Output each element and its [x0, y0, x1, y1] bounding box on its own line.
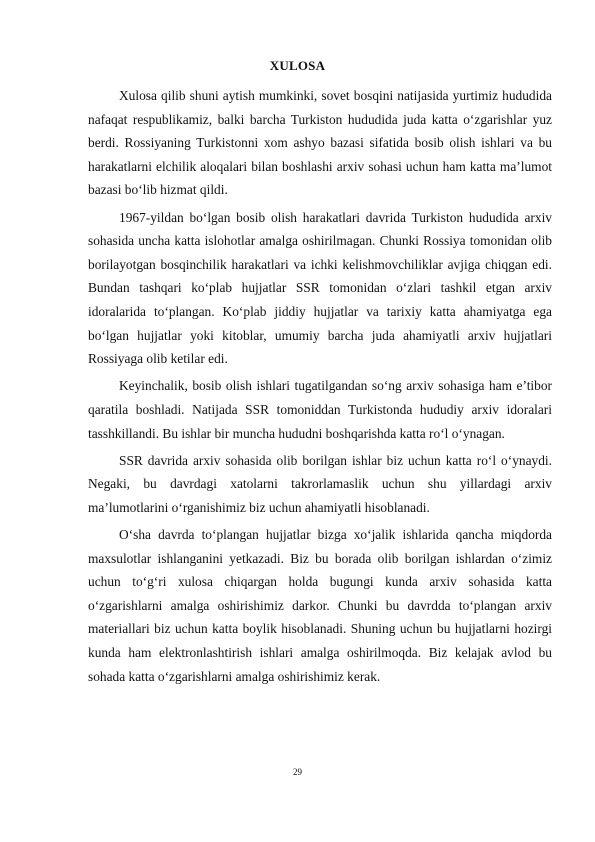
paragraph-3: Keyinchalik, bosib olish ishlari tugatilgandan so‘ng arxiv sohasiga ham e’tibor qaratila boshladi. Natijada SSR tomoniddan Turkistonda hududiy arxiv idoralari tasshkillandi. Bu ishlar bir muncha hududni boshqarishda katta ro‘l o‘ynagan.	[88, 378, 552, 441]
page-number: 29	[293, 767, 302, 777]
paragraph-1: Xulosa qilib shuni aytish mumkinki, sovet bosqini natijasida yurtimiz hududida nafaqat respublikamiz, balki barcha Turkiston hududida juda katta o‘zgarishlar yuz berdi. Rossiyaning Turkistonni xom ashyo bazasi sifatida bosib olish ishlari va bu harakatlarni elchilik aloqalari bilan boshlashi arxiv sohasi uchun ham katta ma’lumot bazasi bo‘lib hizmat qildi.	[88, 88, 552, 198]
paragraph-2: 1967-yildan bo‘lgan bosib olish harakatlari davrida Turkiston hududida arxiv sohasida uncha katta islohotlar amalga oshirilmagan. Chunki Rossiya tomonidan olib borilayotgan bosqinchilik harakatlari va ichki kelishmovchiliklar avjiga chiqgan edi. Bundan tashqari ko‘plab hujjatlar SSR tomonidan o‘zlari tashkil etgan arxiv idoralarida to‘plangan. Ko‘plab jiddiy hujjatlar va tarixiy katta ahamiyatga ega bo‘lgan hujjatlar yoki kitoblar, umumiy barcha juda ahamiyatli arxiv hujjatlari Rossiyaga olib ketilar edi.	[88, 209, 552, 367]
section-title: XULOSA	[269, 58, 326, 73]
body-text	[88, 84, 552, 692]
paragraph-5: O‘sha davrda to‘plangan hujjatlar bizga xo‘jalik ishlarida qancha miqdorda maxsulotlar ishlanganini yetkazadi. Biz bu borada olib borilgan ishlardan o‘zimiz uchun to‘g‘ri xulosa chiqargan holda bugungi kunda arxiv sohasida katta o‘zgarishlarni amalga oshirishimiz darkor. Chunki bu davrdda to‘plangan arxiv materiallari biz uchun katta boylik hisoblanadi. Shuning uchun bu hujjatlarni hozirgi kunda ham elektronlashtirish ishlari amalga oshirilmoqda. Biz kelajak avlod bu sohada katta o‘zgarishlarni amalga oshirishimiz kerak.	[88, 527, 552, 684]
paragraph-4: SSR davrida arxiv sohasida olib borilgan ishlar biz uchun katta ro‘l o‘ynaydi. Negaki, bu davrdagi xatolarni takrorlamaslik uchun shu yillardagi arxiv ma’lumotlarini o‘rganishimiz biz uchun ahamiyatli hisoblanadi.	[88, 452, 552, 515]
